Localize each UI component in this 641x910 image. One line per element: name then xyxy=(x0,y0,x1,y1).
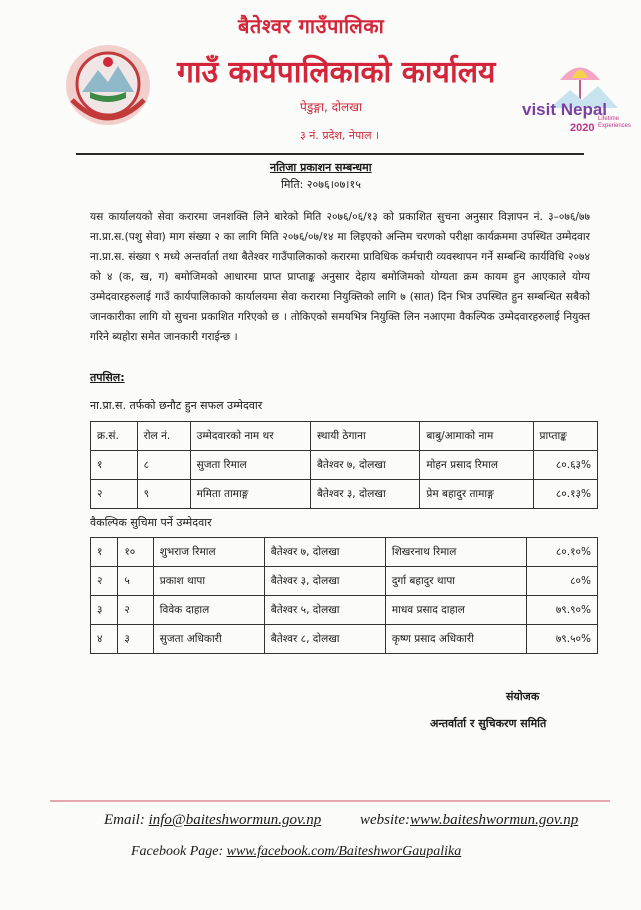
notice-subject: नतिजा प्रकाशन सम्बन्धमा xyxy=(270,161,372,174)
cell-name: प्रकाश थापा xyxy=(153,567,264,596)
office-title: गाउँ कार्यपालिकाको कार्यालय xyxy=(177,55,496,90)
cell-parent: कृष्ण प्रसाद अधिकारी xyxy=(385,625,526,654)
cell-roll: ८ xyxy=(137,451,190,480)
email-link[interactable]: info@baiteshwormun.gov.np xyxy=(148,812,322,828)
cell-sn: ४ xyxy=(91,625,118,654)
signatory-role: संयोजक xyxy=(506,690,540,703)
cell-name: शुभराज रिमाल xyxy=(153,538,264,567)
cell-roll: ३ xyxy=(118,625,153,654)
visit-nepal-year: 2020 xyxy=(570,122,595,134)
cell-roll: ९ xyxy=(137,480,190,509)
visit-nepal-tagline: Lifetime Experiences xyxy=(598,116,632,129)
cell-sn: २ xyxy=(91,567,118,596)
cell-sn: १ xyxy=(91,451,138,480)
footer-website xyxy=(360,812,578,829)
cell-name: सुजता अधिकारी xyxy=(153,625,264,654)
table-row xyxy=(91,596,598,625)
cell-roll: २ xyxy=(118,596,153,625)
details-heading: तपसिल: xyxy=(90,371,125,384)
header-cell: प्राप्ताङ्क xyxy=(533,422,597,451)
header-divider xyxy=(76,153,584,155)
visit-nepal-text: visit Nepal xyxy=(522,100,608,119)
cell-parent: शिखरनाथ रिमाल xyxy=(385,538,526,567)
cell-roll: ५ xyxy=(118,567,153,596)
table-row xyxy=(91,625,598,654)
cell-sn: १ xyxy=(91,538,118,567)
header-cell: स्थायी ठेगाना xyxy=(310,422,419,451)
selected-candidates-heading: ना.प्रा.स. तर्फको छनौट हुन सफल उम्मेदवार xyxy=(90,399,263,412)
email-label: Email: xyxy=(104,812,145,828)
cell-score: ८०.१०% xyxy=(526,538,597,567)
visit-nepal-logo xyxy=(520,50,630,140)
footer-email xyxy=(104,812,321,829)
footer-divider xyxy=(50,800,610,802)
cell-name: ममिता तामाङ्ग xyxy=(190,480,310,509)
header-cell: उम्मेदवारको नाम थर xyxy=(190,422,310,451)
header-cell: बाबु/आमाको नाम xyxy=(420,422,533,451)
alternate-candidates-table xyxy=(90,537,598,654)
header-cell: रोल नं. xyxy=(137,422,190,451)
cell-score: ८०.६३% xyxy=(533,451,597,480)
cell-parent: माधव प्रसाद दाहाल xyxy=(385,596,526,625)
cell-parent: मोहन प्रसाद रिमाल xyxy=(420,451,533,480)
cell-address: बैतेश्वर ८, दोलखा xyxy=(264,625,385,654)
cell-parent: प्रेम बहादुर तामाङ्ग xyxy=(420,480,533,509)
table-header-row xyxy=(91,422,598,451)
cell-sn: २ xyxy=(91,480,138,509)
alternate-candidates-heading: वैकल्पिक सुचिमा पर्ने उम्मेदवार xyxy=(90,516,212,529)
website-label: website: xyxy=(360,812,410,828)
cell-parent: दुर्गा बहादुर थापा xyxy=(385,567,526,596)
cell-name: सुजता रिमाल xyxy=(190,451,310,480)
table-row xyxy=(91,538,598,567)
footer-facebook xyxy=(131,844,461,860)
selected-candidates-table xyxy=(90,421,598,509)
table-row xyxy=(91,451,598,480)
facebook-link[interactable]: www.facebook.com/BaiteshworGaupalika xyxy=(226,844,462,859)
table-row xyxy=(91,567,598,596)
office-address: पेडुङ्गा, दोलखा xyxy=(300,100,363,114)
province-line: ३ नं. प्रदेश, नेपाल । xyxy=(300,129,380,142)
website-link[interactable]: www.baiteshwormun.gov.np xyxy=(410,812,579,828)
header-cell: क्र.सं. xyxy=(91,422,138,451)
table-row xyxy=(91,480,598,509)
cell-score: ७९.५०% xyxy=(526,625,597,654)
cell-score: ८०.१३% xyxy=(533,480,597,509)
cell-address: बैतेश्वर ५, दोलखा xyxy=(264,596,385,625)
municipality-name: बैतेश्वर गाउँपालिका xyxy=(238,14,385,38)
government-emblem-icon xyxy=(60,40,156,130)
cell-name: विवेक दाहाल xyxy=(153,596,264,625)
cell-address: बैतेश्वर ३, दोलखा xyxy=(310,480,419,509)
cell-score: ८०% xyxy=(526,567,597,596)
signatory-committee: अन्तर्वार्ता र सुचिकरण समिति xyxy=(430,717,547,730)
notice-body: यस कार्यालयको सेवा करारमा जनशक्ति लिने बारेको मिति २०७६/०६/१३ को प्रकाशित सुचना अनुसार विज्ञापन नं. ३–०७६/७७ ना.प्रा.स.(पशु सेवा) माग संख्या २ का लागि मिति २०७६/०७/१४ मा लिइएको अन्तिम चरणको परीक्षा कार्यक्रममा उपस्थित उम्मेदवार ना.प्रा.स. संख्या ९ मध्ये अन्तर्वार्ता तथा बैतेश्वर गाउँपालिकाको करारमा प्राविधिक कर्मचारी व्यवस्थापन गर्ने सम्बन्धि कार्यविधि २०७४ को ४ (क, ख, ग) बमोजिमको आधारमा प्राप्त प्राप्ताङ्क अनुसार देहाय बमोजिमको योग्यता क्रम कायम हुन आएकाले योग्य उम्मेदवारहरुलाई गाउँ कार्यपालिकाको कार्यालयमा सेवा करारमा नियुक्तिको लागि ७ (सात) दिन भित्र उपस्थित हुन सम्बन्धित सबैको जानकारीका लागि यो सुचना प्रकाशित गरिएको छ । तोकिएको समयभित्र नियुक्ति लिन नआएमा वैकल्पिक उम्मेदवारहरुलाई नियुक्त गरिने ब्यहोरा समेत जानकारी गराईन्छ । xyxy=(90,211,590,343)
notice-date: मिति: २०७६।०७।१५ xyxy=(281,178,361,191)
facebook-label: Facebook Page: xyxy=(131,844,224,859)
cell-score: ७९.९०% xyxy=(526,596,597,625)
cell-sn: ३ xyxy=(91,596,118,625)
cell-address: बैतेश्वर ७, दोलखा xyxy=(264,538,385,567)
cell-address: बैतेश्वर ७, दोलखा xyxy=(310,451,419,480)
cell-roll: १० xyxy=(118,538,153,567)
cell-address: बैतेश्वर ३, दोलखा xyxy=(264,567,385,596)
